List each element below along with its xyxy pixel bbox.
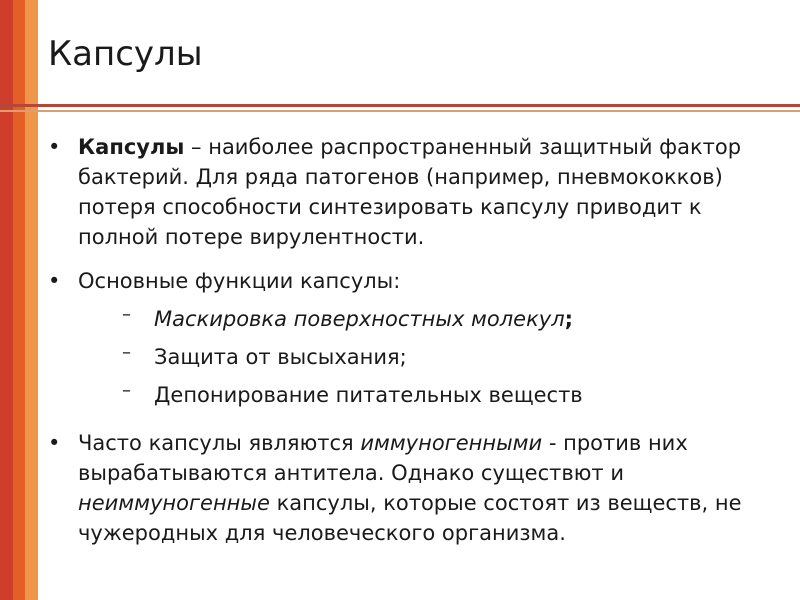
bullet-icon: •	[48, 431, 61, 455]
function-item-storage	[78, 376, 788, 414]
dash-icon: –	[122, 304, 131, 325]
title-rule-light	[0, 110, 800, 112]
stripe-light-orange	[25, 0, 38, 600]
term-capsules: Капсулы	[78, 135, 185, 159]
dash-icon: –	[122, 342, 131, 363]
function-item-drying	[78, 338, 788, 376]
paragraph-capsules-text: – наиболее распространенный защитный фактор бактерий. Для ряда патогенов (например, пневмококков) потеря способности синтезировать капсулу приводит к полной потере вирулентности.	[78, 135, 742, 249]
side-stripes	[0, 0, 38, 600]
title-rule-dark	[0, 104, 800, 107]
slide-title: Капсулы	[48, 34, 203, 74]
paragraph-capsules	[48, 132, 788, 252]
immuno-text-1: Часто капсулы являются	[78, 431, 361, 455]
paragraph-functions	[48, 266, 788, 414]
term-nonimmunogenic: неиммуногенные	[78, 491, 270, 515]
dash-icon: –	[122, 380, 131, 401]
paragraph-immunogenic	[48, 428, 788, 548]
bullet-icon: •	[48, 135, 61, 159]
function-item-masking	[78, 300, 788, 338]
immuno-text-2: - против них вырабатываются антитела. Однако существют и	[78, 431, 688, 485]
immuno-text-3: капсулы, которые состоят из веществ, не чужеродных для человеческого организма.	[78, 491, 742, 545]
slide-body	[48, 132, 788, 562]
function-item-text: Депонирование питательных веществ	[154, 383, 583, 407]
stripe-red	[0, 0, 13, 600]
term-immunogenic: иммуногенными	[360, 431, 543, 455]
function-item-text: Защита от высыхания;	[154, 345, 407, 369]
functions-list	[78, 300, 788, 414]
function-item-text: Маскировка поверхностных молекул	[154, 307, 565, 331]
stripe-orange	[13, 0, 25, 600]
functions-lead: Основные функции капсулы:	[78, 269, 401, 293]
bullet-icon: •	[48, 269, 61, 293]
function-item-suffix: ;	[564, 307, 574, 331]
